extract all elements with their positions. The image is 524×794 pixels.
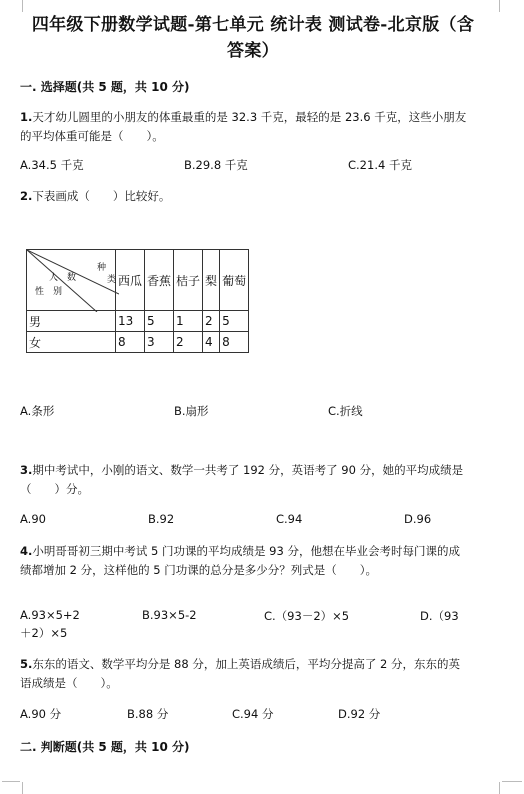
option-d[interactable]: D.96 bbox=[404, 512, 432, 526]
option-b[interactable]: B.88 分 bbox=[127, 707, 169, 721]
section-heading-judgment: 二. 判断题(共 5 题，共 10 分) bbox=[20, 740, 190, 754]
table-cell: 1 bbox=[174, 311, 203, 332]
corner-label-kind-1: 种 bbox=[97, 263, 107, 273]
question-text: 天才幼儿圆里的小朋友的体重最重的是 32.3 千克，最轻的是 23.6 千克，这些小朋友的平均体重可能是（ ）。 bbox=[20, 110, 467, 143]
question-number: 5. bbox=[20, 657, 33, 671]
table-corner-cell bbox=[27, 250, 116, 311]
question-text: 下表画成（ ）比较好。 bbox=[32, 189, 171, 203]
option-d[interactable]: D.92 分 bbox=[338, 707, 381, 721]
table-row bbox=[27, 332, 249, 353]
table-row bbox=[27, 311, 249, 332]
question-5 bbox=[20, 655, 470, 693]
question-3 bbox=[20, 461, 470, 499]
table-header-cell: 西瓜 bbox=[116, 250, 145, 311]
corner-label-count: 人 数 bbox=[49, 273, 77, 283]
option-b[interactable]: B.扇形 bbox=[174, 404, 209, 418]
table-cell: 4 bbox=[203, 332, 220, 353]
question-5-options bbox=[20, 706, 480, 724]
crop-mark-bottom-left-h bbox=[2, 781, 20, 782]
option-d[interactable]: D.（93 bbox=[420, 609, 459, 623]
question-3-options bbox=[20, 512, 480, 530]
question-number: 1. bbox=[20, 110, 33, 124]
question-number: 4. bbox=[20, 544, 33, 558]
option-b[interactable]: B.93×5-2 bbox=[142, 608, 197, 622]
option-c[interactable]: C.94 bbox=[276, 512, 303, 526]
crop-mark-top-left bbox=[14, 0, 23, 12]
option-b[interactable]: B.92 bbox=[148, 512, 175, 526]
corner-label-gender: 性 别 bbox=[35, 287, 63, 297]
table-cell: 3 bbox=[145, 332, 174, 353]
table-cell: 8 bbox=[220, 332, 249, 353]
option-a[interactable]: A.90 bbox=[20, 512, 46, 526]
question-4-options-wrap bbox=[20, 625, 480, 643]
row-label: 女 bbox=[27, 332, 116, 353]
question-1 bbox=[20, 108, 470, 146]
document-title: 四年级下册数学试题-第七单元 统计表 测试卷-北京版（含答案） bbox=[31, 15, 475, 61]
option-a[interactable]: A.条形 bbox=[20, 404, 55, 418]
question-text: 期中考试中，小刚的语文、数学一共考了 192 分，英语考了 90 分，她的平均成绩是（ ）分。 bbox=[20, 463, 464, 496]
table-cell: 2 bbox=[203, 311, 220, 332]
crop-mark-bottom-right-h bbox=[502, 781, 522, 782]
question-2-options bbox=[20, 403, 480, 421]
table-cell: 8 bbox=[116, 332, 145, 353]
statistics-table bbox=[26, 249, 249, 353]
crop-mark-bottom-right bbox=[499, 782, 508, 794]
table-cell: 2 bbox=[174, 332, 203, 353]
table-cell: 5 bbox=[220, 311, 249, 332]
option-b[interactable]: B.29.8 千克 bbox=[184, 158, 248, 172]
question-2 bbox=[20, 187, 470, 206]
section-heading-choice: 一. 选择题(共 5 题，共 10 分) bbox=[20, 80, 190, 94]
row-label: 男 bbox=[27, 311, 116, 332]
option-c[interactable]: C.21.4 千克 bbox=[348, 158, 412, 172]
question-number: 2. bbox=[20, 189, 33, 203]
table-header-cell: 香蕉 bbox=[145, 250, 174, 311]
option-c[interactable]: C.94 分 bbox=[232, 707, 274, 721]
question-4-options bbox=[20, 608, 480, 626]
option-c[interactable]: C.（93－2）×5 bbox=[264, 609, 350, 623]
question-4 bbox=[20, 542, 470, 580]
table-header-cell: 桔子 bbox=[174, 250, 203, 311]
option-a[interactable]: A.93×5+2 bbox=[20, 608, 80, 622]
question-1-options bbox=[20, 157, 480, 175]
option-c[interactable]: C.折线 bbox=[328, 404, 363, 418]
table-cell: 5 bbox=[145, 311, 174, 332]
crop-mark-bottom-left bbox=[14, 782, 23, 794]
table-header-cell: 葡萄 bbox=[220, 250, 249, 311]
question-text: 小明哥哥初三期中考试 5 门功课的平均成绩是 93 分，他想在毕业会考时每门课的成绩都增加 2 分，这样他的 5 门功课的总分是多少分？列式是（ ）。 bbox=[20, 544, 460, 577]
option-d-continued[interactable]: ＋2）×5 bbox=[20, 626, 68, 640]
option-a[interactable]: A.90 分 bbox=[20, 707, 62, 721]
crop-mark-top-right bbox=[499, 0, 508, 12]
option-a[interactable]: A.34.5 千克 bbox=[20, 158, 84, 172]
table-header-cell: 梨 bbox=[203, 250, 220, 311]
question-text: 东东的语文、数学平均分是 88 分，加上英语成绩后，平均分提高了 2 分，东东的英语成绩是（ ）。 bbox=[20, 657, 460, 690]
question-number: 3. bbox=[20, 463, 33, 477]
table-cell: 13 bbox=[116, 311, 145, 332]
corner-label-kind-2: 类 bbox=[107, 275, 117, 285]
